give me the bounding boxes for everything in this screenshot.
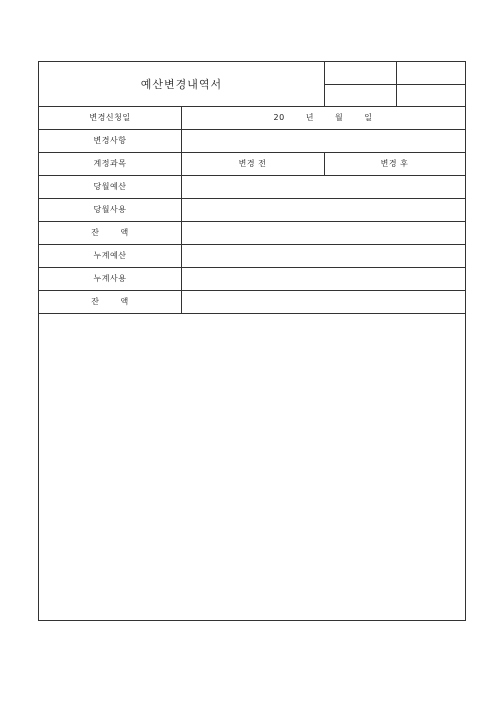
notes-area[interactable] [39, 314, 465, 620]
label-column-divider [181, 106, 182, 313]
balance-label-1: 잔 액 [91, 228, 129, 237]
account-label: 계정과목 [93, 159, 127, 168]
monthly-used-label: 당월사용 [93, 205, 127, 214]
approval-col-divider [396, 62, 397, 106]
budget-change-form [38, 61, 466, 621]
document-title: 예산변경내역서 [140, 78, 223, 91]
approval-box-divider [324, 84, 465, 85]
title-approval-divider [324, 62, 325, 106]
request-date-value: 20 년 월 일 [273, 113, 373, 122]
after-change-label: 변경 후 [380, 159, 409, 168]
monthly-budget-label: 당월예산 [93, 182, 127, 191]
before-change-label: 변경 전 [238, 159, 267, 168]
change-item-label: 변경사항 [93, 136, 127, 145]
cumulative-used-label: 누계사용 [93, 274, 127, 283]
balance-label-2: 잔 액 [91, 297, 129, 306]
request-date-label: 변경신청일 [89, 113, 131, 122]
cumulative-budget-label: 누계예산 [93, 251, 127, 260]
